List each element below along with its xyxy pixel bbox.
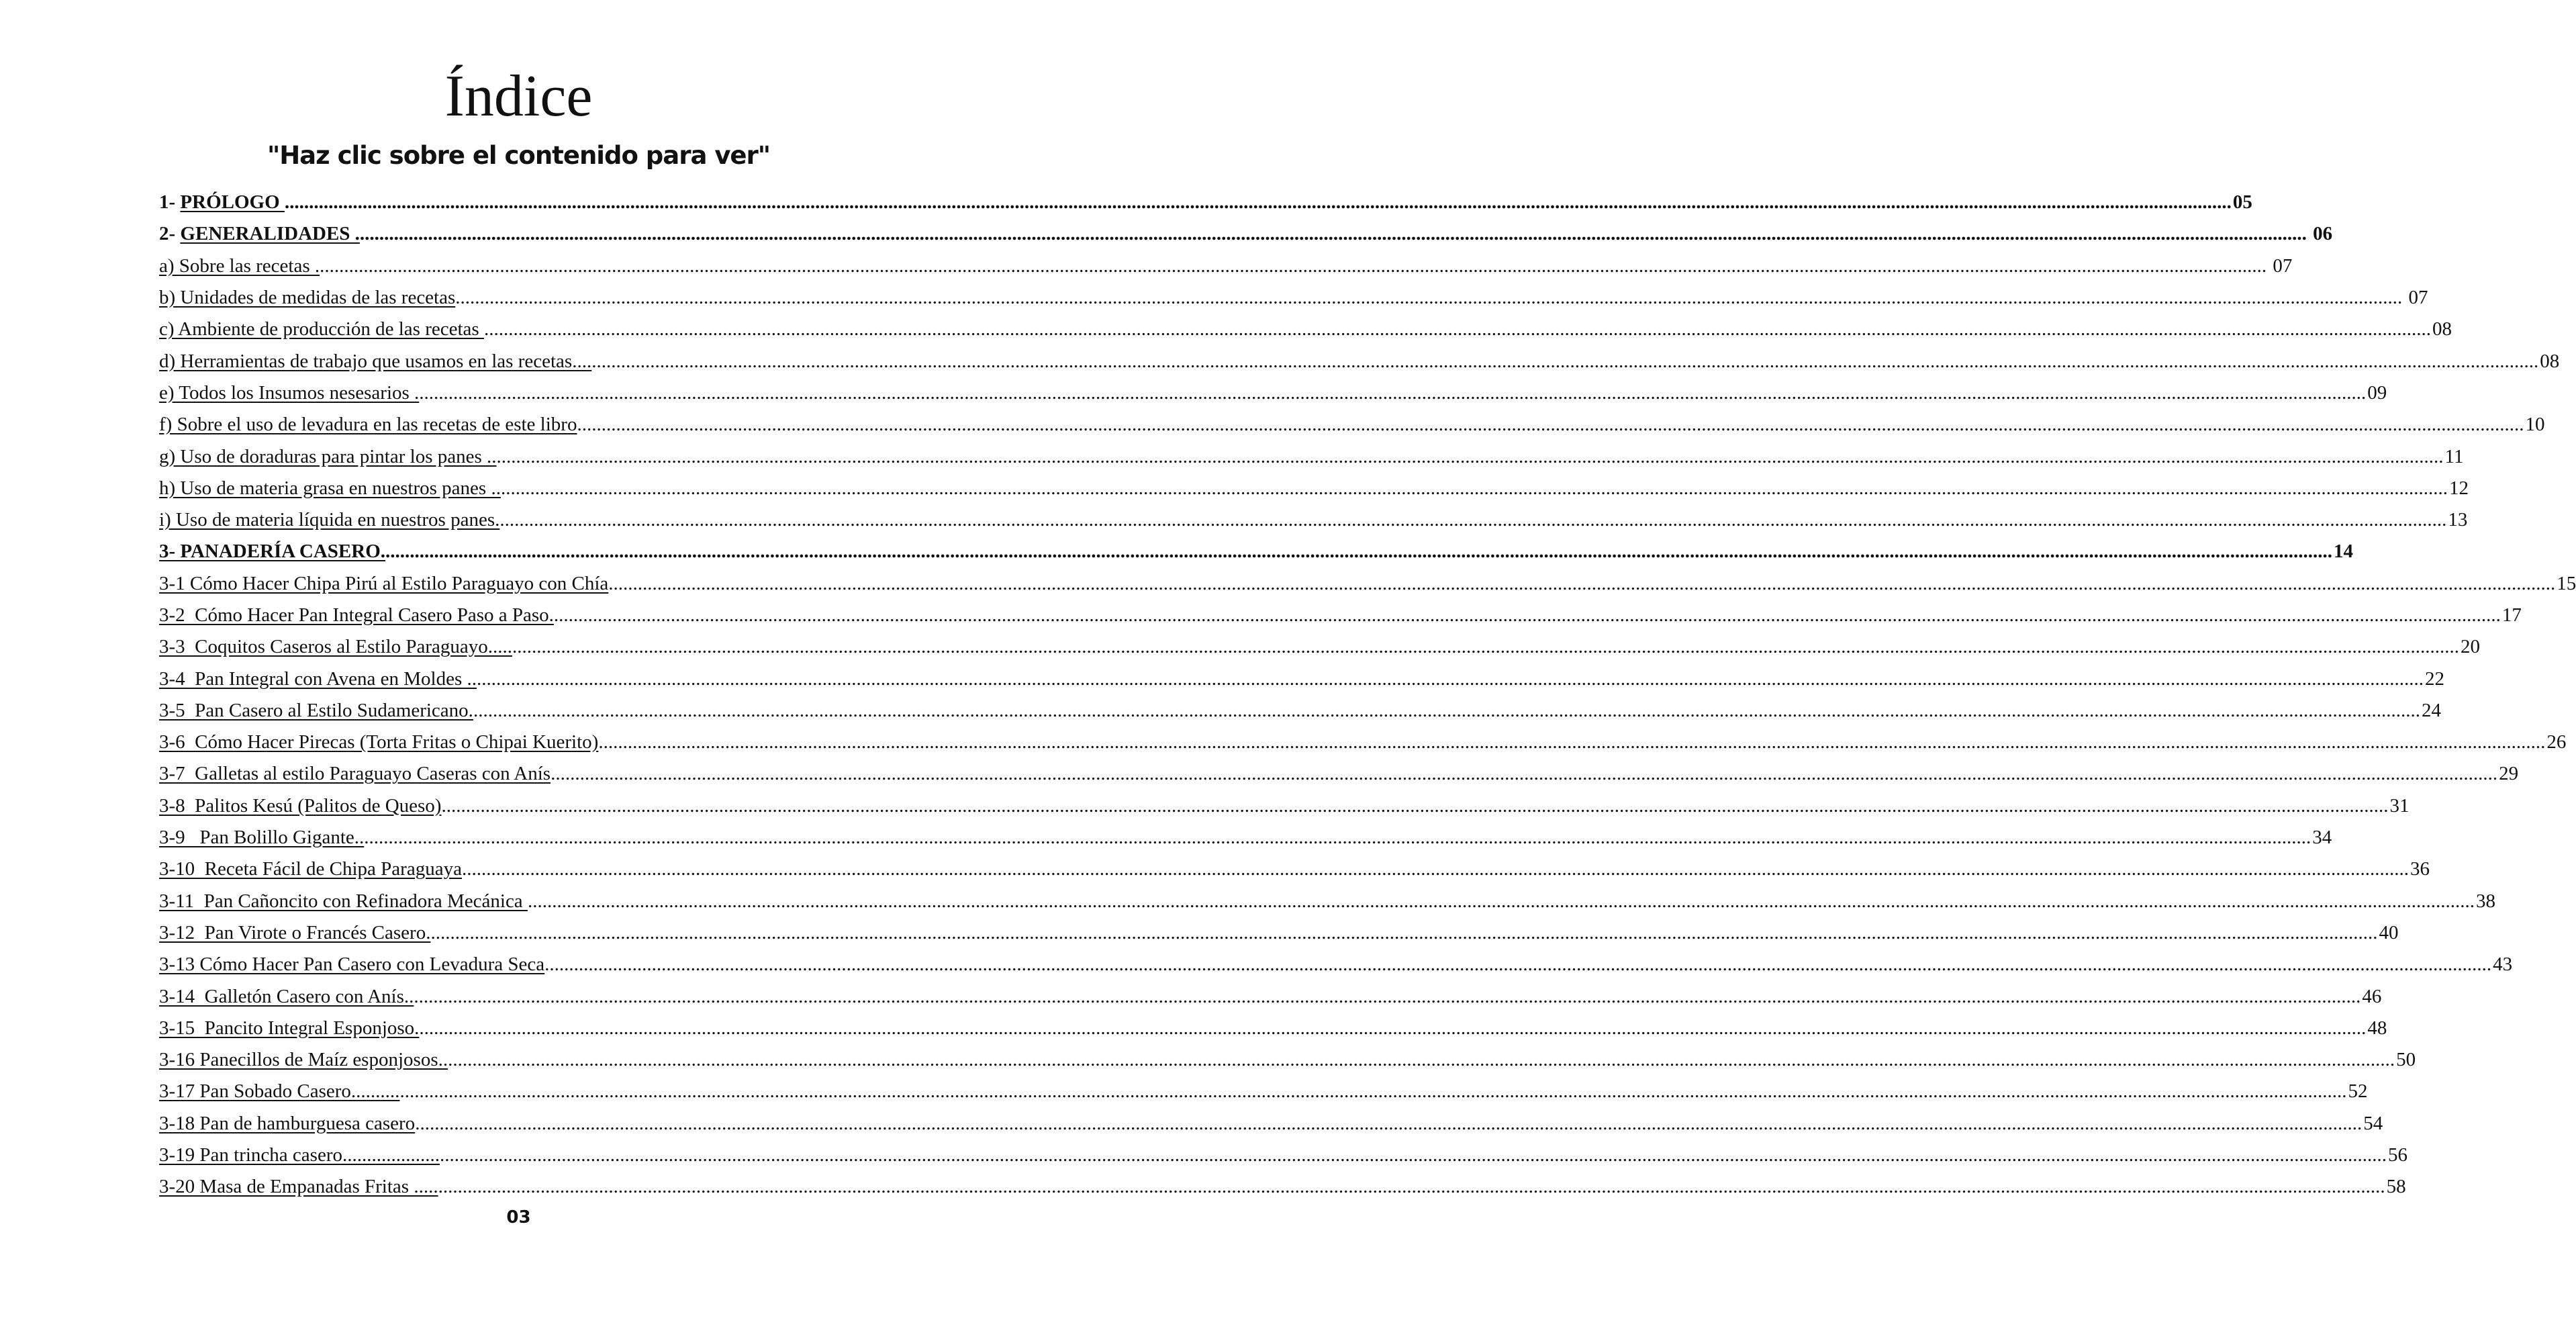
- toc-entry-page: 09: [2367, 381, 2387, 404]
- toc-entry-link[interactable]: e) Todos los Insumos nesesarios .: [159, 381, 420, 404]
- toc-entry-number: 1-: [159, 191, 181, 214]
- toc-entry[interactable]: [159, 1044, 2416, 1076]
- toc-entry-link[interactable]: 3-1 Cómo Hacer Chipa Pirú al Estilo Paraguayo con Chía: [159, 572, 609, 594]
- toc-entry-page: 56: [2387, 1144, 2407, 1166]
- toc-entry-link[interactable]: a) Sobre las recetas .: [159, 254, 320, 277]
- toc-entry-link[interactable]: 3-3 Coquitos Caseros al Estilo Paraguayo.....: [159, 636, 512, 658]
- toc-dot-leader: ................................................................................................................................................................................................................................................................................................................................................................................................................: [608, 572, 2556, 594]
- toc-dot-leader: ................................................................................................................................................................................................................................................................................................................................................................................................................: [385, 541, 2333, 563]
- toc-entry-page: 20: [2460, 636, 2480, 658]
- toc-entry[interactable]: [159, 886, 2495, 917]
- toc-entry[interactable]: [159, 1076, 2368, 1107]
- toc-dot-leader: ................................................................................................................................................................................................................................................................................................................................................................................................................: [477, 667, 2424, 690]
- toc-entry-page: 46: [2362, 985, 2382, 1007]
- toc-dot-leader: ................................................................................................................................................................................................................................................................................................................................................................................................................: [473, 699, 2420, 721]
- toc-entry-link[interactable]: 3-13 Cómo Hacer Pan Casero con Levadura Seca: [159, 954, 545, 976]
- toc-entry[interactable]: [159, 727, 2567, 758]
- toc-entry-page: 08: [2432, 318, 2452, 340]
- toc-dot-leader: ................................................................................................................................................................................................................................................................................................................................................................................................................: [527, 890, 2475, 912]
- toc-entry-page: 06: [2307, 223, 2333, 245]
- toc-entry-page: 24: [2421, 699, 2441, 721]
- toc-dot-leader: ................................................................................................................................................................................................................................................................................................................................................................................................................: [419, 1017, 2367, 1039]
- toc-dot-leader: ................................................................................................................................................................................................................................................................................................................................................................................................................: [284, 191, 2232, 214]
- toc-dot-leader: ................................................................................................................................................................................................................................................................................................................................................................................................................: [461, 858, 2409, 880]
- toc-dot-leader: ................................................................................................................................................................................................................................................................................................................................................................................................................: [419, 381, 2367, 404]
- toc-entry-link[interactable]: 3-11 Pan Cañoncito con Refinadora Mecánica: [159, 890, 528, 912]
- toc-entry-link[interactable]: 3-8 Palitos Kesú (Palitos de Queso): [159, 794, 442, 817]
- toc-entry-link[interactable]: 3-16 Panecillos de Maíz esponjosos..: [159, 1049, 448, 1071]
- toc-entry-page: 48: [2367, 1017, 2387, 1039]
- toc-entry-link[interactable]: b) Unidades de medidas de las recetas: [159, 287, 456, 309]
- toc-dot-leader: ................................................................................................................................................................................................................................................................................................................................................................................................................: [577, 414, 2524, 436]
- toc-entry-page: 05: [2232, 191, 2252, 214]
- page-title: Índice: [444, 64, 593, 129]
- toc-entry-link[interactable]: c) Ambiente de producción de las recetas: [159, 318, 484, 340]
- toc-dot-leader: ................................................................................................................................................................................................................................................................................................................................................................................................................: [496, 445, 2444, 467]
- toc-entry-link[interactable]: 3-5 Pan Casero al Estilo Sudamericano.: [159, 699, 473, 721]
- toc-dot-leader: ................................................................................................................................................................................................................................................................................................................................................................................................................: [438, 1176, 2385, 1198]
- toc-entry-page: 11: [2444, 445, 2464, 467]
- toc-dot-leader: ................................................................................................................................................................................................................................................................................................................................................................................................................: [591, 350, 2539, 372]
- toc-entry-page: 10: [2525, 414, 2545, 436]
- toc-entry-link[interactable]: d) Herramientas de trabajo que usamos en las recetas....: [159, 350, 592, 372]
- toc-entry[interactable]: [159, 917, 2399, 949]
- toc-entry[interactable]: [159, 250, 2293, 282]
- toc-entry-page: 34: [2312, 827, 2332, 849]
- toc-entry-link[interactable]: 3-19 Pan trincha casero....................: [159, 1144, 440, 1166]
- toc-dot-leader: ................................................................................................................................................................................................................................................................................................................................................................................................................: [500, 477, 2448, 499]
- toc-entry[interactable]: [159, 663, 2445, 694]
- toc-dot-leader: ................................................................................................................................................................................................................................................................................................................................................................................................................: [399, 1080, 2347, 1103]
- toc-entry[interactable]: [159, 345, 2560, 377]
- toc-entry[interactable]: [159, 187, 2252, 218]
- toc-entry[interactable]: [159, 314, 2452, 345]
- toc-entry[interactable]: [159, 949, 2513, 980]
- toc-entry-link[interactable]: 3- PANADERÍA CASERO.: [159, 541, 386, 563]
- toc-dot-leader: ................................................................................................................................................................................................................................................................................................................................................................................................................: [364, 827, 2311, 849]
- toc-entry[interactable]: [159, 758, 2519, 790]
- toc-entry[interactable]: [159, 980, 2382, 1012]
- toc-entry-link[interactable]: 3-17 Pan Sobado Casero..........: [159, 1080, 400, 1103]
- toc-entry-link[interactable]: 3-15 Pancito Integral Esponjoso.: [159, 1017, 420, 1039]
- toc-entry-page: 29: [2499, 763, 2519, 785]
- toc-entry[interactable]: [159, 473, 2469, 504]
- toc-entry[interactable]: [159, 853, 2430, 885]
- toc-entry[interactable]: [159, 377, 2387, 409]
- toc-dot-leader: ................................................................................................................................................................................................................................................................................................................................................................................................................: [448, 1049, 2395, 1071]
- toc-entry-page: 13: [2448, 509, 2468, 531]
- toc-entry-page: 26: [2546, 731, 2567, 753]
- toc-dot-leader: ................................................................................................................................................................................................................................................................................................................................................................................................................: [544, 954, 2492, 976]
- toc-entry[interactable]: [159, 568, 2576, 600]
- toc-entry[interactable]: [159, 1013, 2387, 1044]
- toc-entry[interactable]: [159, 695, 2441, 727]
- toc-dot-leader: ................................................................................................................................................................................................................................................................................................................................................................................................................: [414, 985, 2361, 1007]
- toc-entry-link[interactable]: 3-20 Masa de Empanadas Fritas .....: [159, 1176, 438, 1198]
- toc-entry[interactable]: [159, 282, 2428, 314]
- toc-entry-link[interactable]: 3-12 Pan Virote o Francés Casero.: [159, 921, 431, 943]
- toc-entry-page: 43: [2493, 954, 2513, 976]
- instruction-subtitle: "Haz clic sobre el contenido para ver": [267, 141, 771, 170]
- toc-entry[interactable]: [159, 600, 2522, 631]
- toc-entry-page: 14: [2334, 541, 2354, 563]
- toc-entry[interactable]: [159, 1171, 2406, 1203]
- toc-dot-leader: ................................................................................................................................................................................................................................................................................................................................................................................................................: [512, 636, 2459, 658]
- table-of-contents: [159, 187, 2576, 1203]
- toc-entry[interactable]: [159, 536, 2354, 567]
- toc-entry-page: 08: [2540, 350, 2560, 372]
- toc-entry-link[interactable]: PRÓLOGO: [180, 191, 285, 214]
- page-number: 03: [506, 1207, 531, 1228]
- toc-dot-leader: ................................................................................................................................................................................................................................................................................................................................................................................................................: [439, 1144, 2387, 1166]
- toc-dot-leader: ................................................................................................................................................................................................................................................................................................................................................................................................................: [483, 318, 2431, 340]
- toc-dot-leader: ................................................................................................................................................................................................................................................................................................................................................................................................................: [320, 254, 2267, 277]
- toc-dot-leader: ................................................................................................................................................................................................................................................................................................................................................................................................................: [415, 1112, 2363, 1134]
- toc-entry-link[interactable]: 3-2 Cómo Hacer Pan Integral Casero Paso a Paso.: [159, 604, 554, 626]
- toc-entry[interactable]: [159, 441, 2464, 472]
- toc-entry-link[interactable]: 3-10 Receta Fácil de Chipa Paraguaya: [159, 858, 462, 880]
- toc-entry-link[interactable]: 3-7 Galletas al estilo Paraguayo Caseras con Anís: [159, 763, 551, 785]
- toc-entry-link[interactable]: 3-4 Pan Integral con Avena en Moldes ..: [159, 667, 477, 690]
- toc-entry-link[interactable]: 3-14 Galletón Casero con Anís..: [159, 985, 414, 1007]
- toc-entry[interactable]: [159, 504, 2468, 536]
- toc-entry-page: 07: [2268, 254, 2293, 277]
- toc-dot-leader: ................................................................................................................................................................................................................................................................................................................................................................................................................: [499, 509, 2447, 531]
- toc-dot-leader: ................................................................................................................................................................................................................................................................................................................................................................................................................: [441, 794, 2389, 817]
- toc-entry-page: 31: [2389, 794, 2410, 817]
- toc-entry-link[interactable]: 3-6 Cómo Hacer Pirecas (Torta Fritas o Chipai Kuerito): [159, 731, 599, 753]
- toc-dot-leader: ................................................................................................................................................................................................................................................................................................................................................................................................................: [359, 223, 2307, 245]
- toc-entry[interactable]: [159, 218, 2333, 250]
- toc-entry[interactable]: [159, 1108, 2383, 1140]
- toc-entry[interactable]: [159, 631, 2480, 663]
- toc-entry[interactable]: [159, 1140, 2407, 1171]
- toc-dot-leader: ................................................................................................................................................................................................................................................................................................................................................................................................................: [598, 731, 2546, 753]
- toc-dot-leader: ................................................................................................................................................................................................................................................................................................................................................................................................................: [553, 604, 2501, 626]
- toc-entry-page: 38: [2475, 890, 2495, 912]
- toc-entry-page: 07: [2403, 287, 2428, 309]
- toc-dot-leader: ................................................................................................................................................................................................................................................................................................................................................................................................................: [430, 921, 2378, 943]
- toc-entry-page: 22: [2425, 667, 2445, 690]
- toc-entry-page: 40: [2379, 921, 2399, 943]
- toc-dot-leader: ................................................................................................................................................................................................................................................................................................................................................................................................................: [551, 763, 2498, 785]
- toc-entry-link[interactable]: h) Uso de materia grasa en nuestros panes ..: [159, 477, 501, 499]
- toc-entry[interactable]: [159, 822, 2332, 853]
- toc-entry[interactable]: [159, 790, 2410, 822]
- toc-entry-link[interactable]: GENERALIDADES .: [180, 223, 360, 245]
- toc-entry-page: 36: [2410, 858, 2430, 880]
- toc-entry-link[interactable]: g) Uso de doraduras para pintar los panes ..: [159, 445, 497, 467]
- toc-dot-leader: ................................................................................................................................................................................................................................................................................................................................................................................................................: [455, 287, 2403, 309]
- toc-entry-link[interactable]: i) Uso de materia líquida en nuestros panes.: [159, 509, 500, 531]
- toc-entry-page: 12: [2448, 477, 2469, 499]
- toc-entry-page: 50: [2396, 1049, 2416, 1071]
- toc-entry-page: 17: [2501, 604, 2522, 626]
- toc-entry-page: 52: [2348, 1080, 2368, 1103]
- toc-entry-link[interactable]: f) Sobre el uso de levadura en las recetas de este libro: [159, 414, 577, 436]
- toc-entry-number: 2-: [159, 223, 181, 245]
- toc-entry-link[interactable]: 3-18 Pan de hamburguesa casero: [159, 1112, 416, 1134]
- toc-entry-link[interactable]: 3-9 Pan Bolillo Gigante..: [159, 827, 365, 849]
- toc-entry[interactable]: [159, 409, 2545, 441]
- toc-entry-page: 15: [2557, 572, 2576, 594]
- toc-entry-page: 58: [2386, 1176, 2406, 1198]
- toc-entry-page: 54: [2363, 1112, 2383, 1134]
